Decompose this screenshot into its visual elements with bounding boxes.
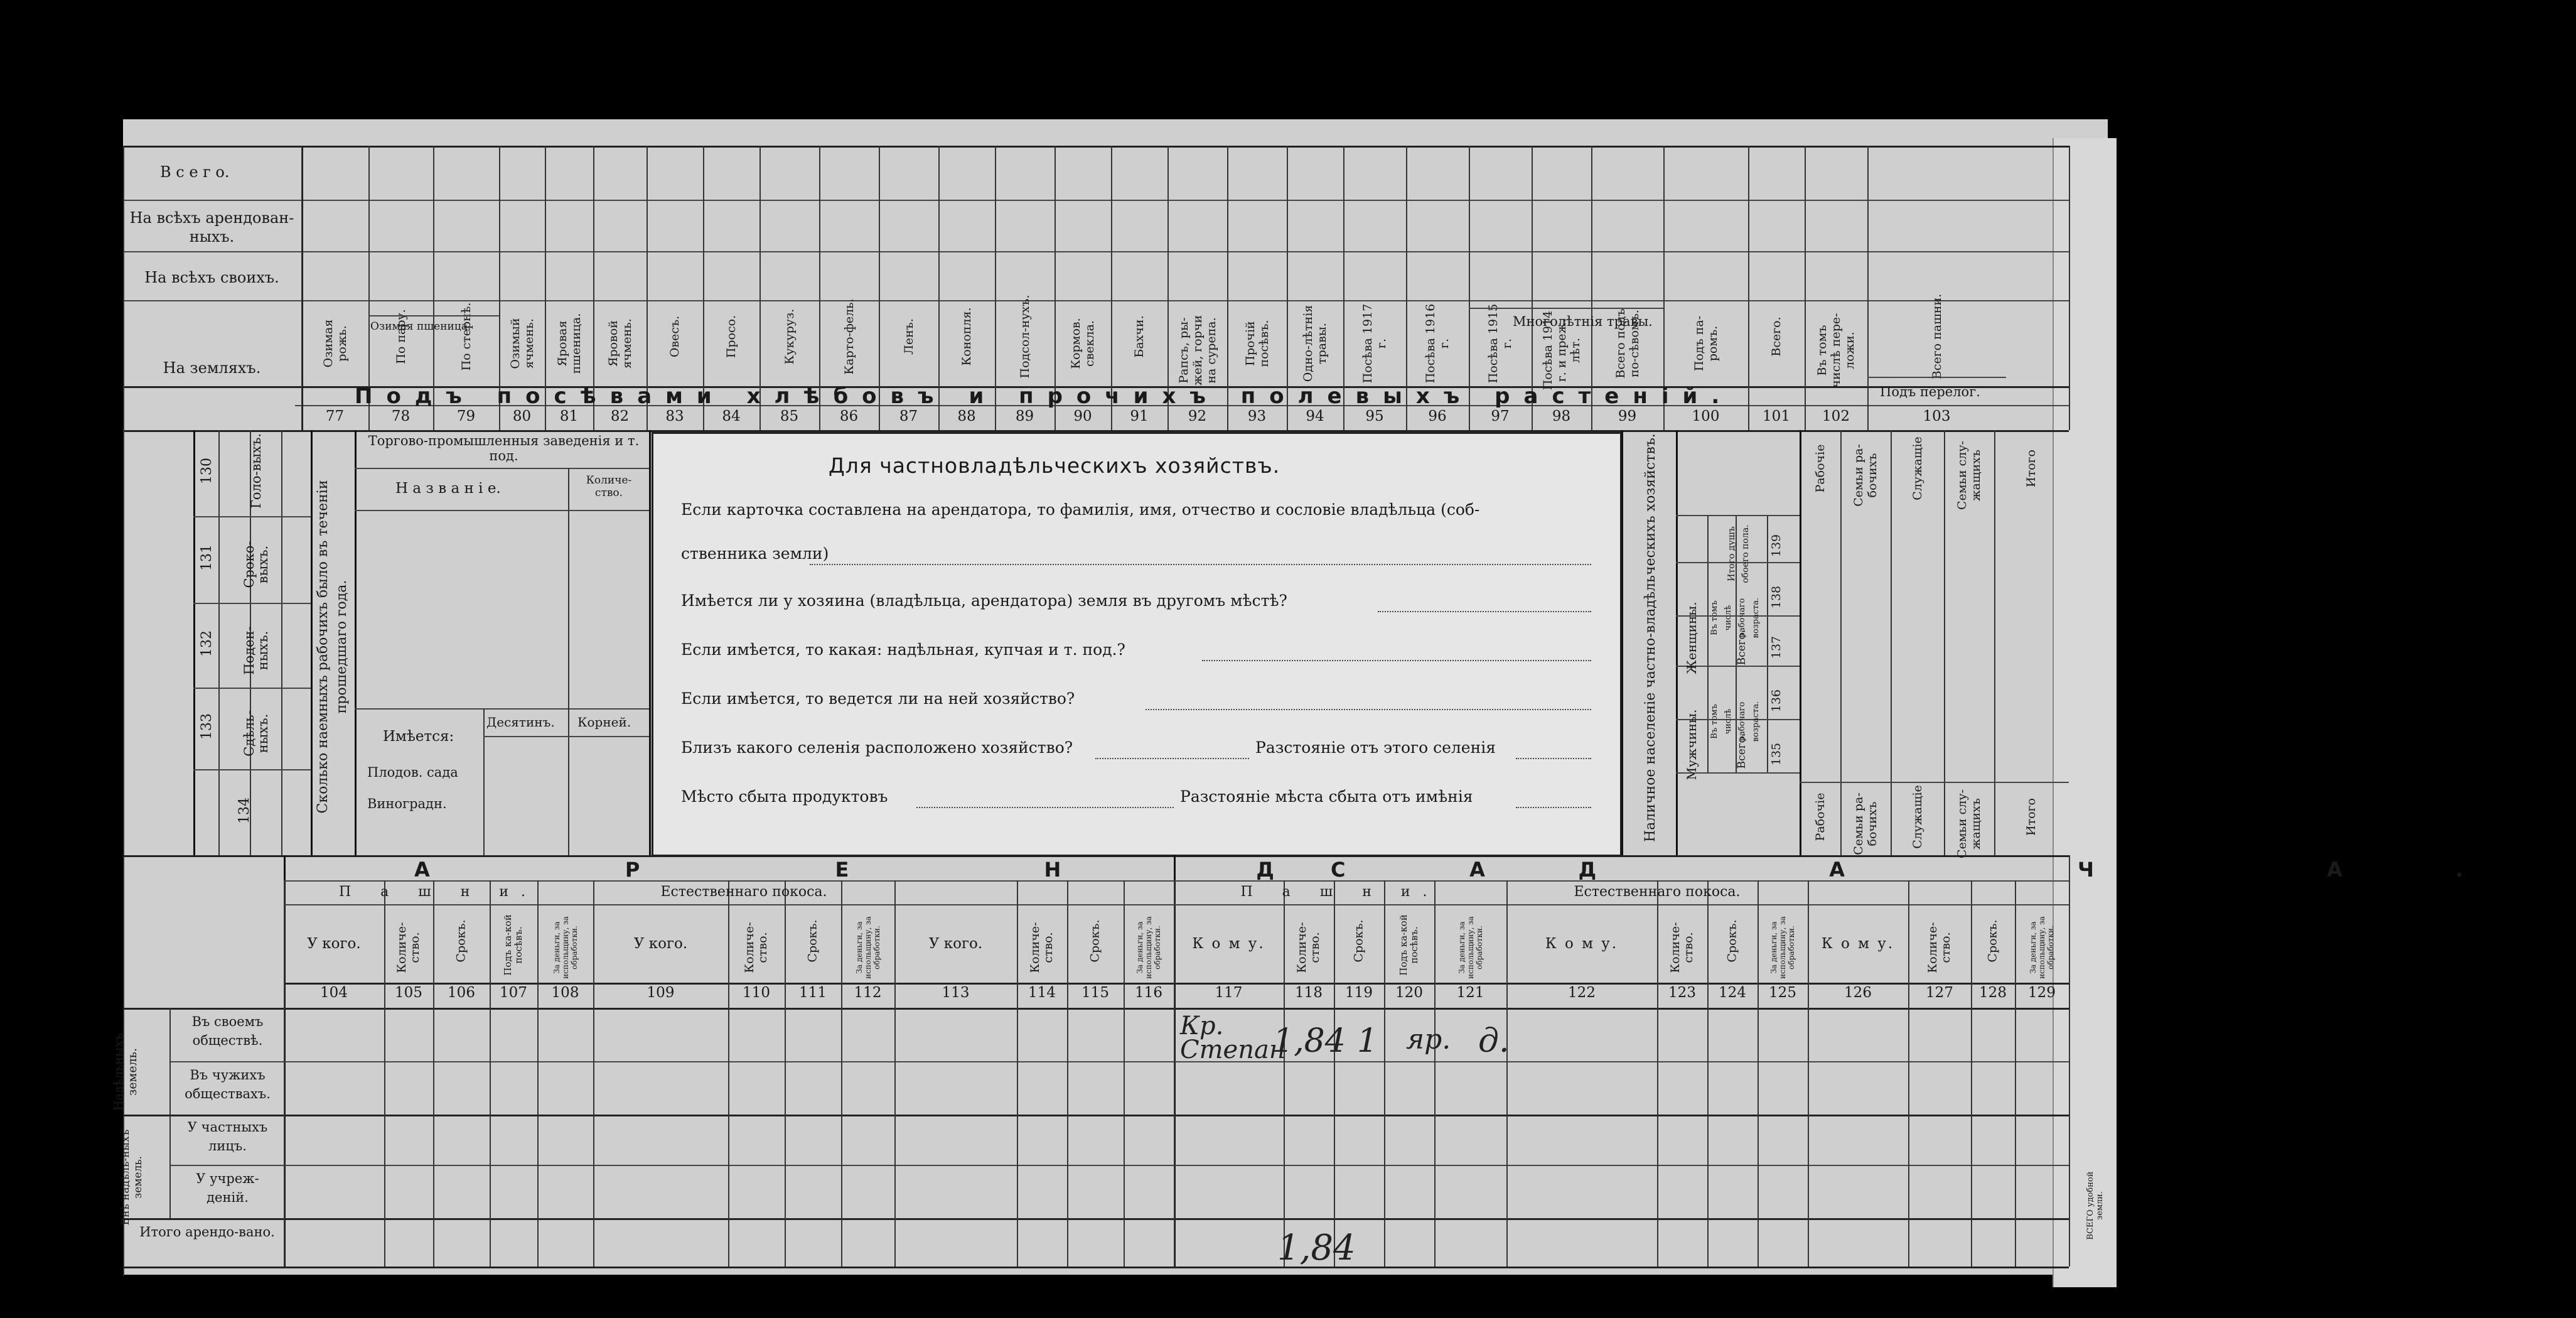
desyatin-header: Десятинъ. [486,715,555,730]
col-num-83: 83 [665,408,684,424]
lease-col-line [785,880,786,1267]
lease-col-num-113: 113 [942,985,970,1001]
lease-srok: Срокъ. [1088,919,1102,963]
top-col-80: Озимый ячмень. [508,318,536,369]
lease-col-num-128: 128 [1979,985,2007,1001]
col-num-82: 82 [610,408,630,424]
pop-top-1: Семьи ра-бочихъ [1852,444,1879,507]
col-num-89: 89 [1015,408,1034,424]
lease-srok: Срокъ. [805,919,820,963]
lease-col-num-116: 116 [1135,985,1162,1001]
col-num-99: 99 [1618,408,1637,424]
lease-col-line [841,880,842,1267]
col-138: 138 [1769,585,1783,609]
lease-col-line [1971,880,1972,1267]
lease-pod: Подъ ка-кой посѣвъ. [1398,914,1420,976]
top-col-line [1805,146,1806,430]
lease-za: За деньги, за испольщину, за обработки. [1457,916,1484,979]
lease-u-kogo: У кого. [307,936,361,952]
lease-col-line [1067,880,1068,1267]
q-land-type: Если имѣется, то какая: надѣльная, купчая и т. под.? [681,640,1125,659]
vne-label: Внѣ надѣль-ныхъ земель. [119,1129,144,1226]
top-col-102: Въ томъ числѣ пере-ложи. [1815,313,1857,388]
lease-col-num-127: 127 [1926,985,1953,1001]
lease-col-line [1017,880,1018,1267]
col-num-77: 77 [325,408,345,424]
top-col-86: Карто-фель. [842,298,856,375]
col-num-101: 101 [1763,408,1790,424]
lease-za: За деньги, за испольщину, за обработки. [552,916,579,979]
col-135: 135 [1769,742,1783,766]
top-border [123,146,2069,148]
lease-komu: К о м у. [1545,936,1619,952]
top-col-89: Подсол-нухъ. [1017,294,1032,379]
lease-srok: Срокъ. [1985,919,2000,963]
q-other-land: Имѣется ли у хозяина (владѣльца, арендатора) земля въ другомъ мѣстѣ? [681,591,1287,610]
lease-col-line [490,880,491,1267]
lease-col-line [728,880,729,1267]
pop-top-3: Семьи слу-жащихъ [1955,441,1983,510]
lease-col-num-109: 109 [647,985,675,1001]
lease-za: За деньги, за испольщину, за обработки. [1769,916,1796,979]
hand-total: 1,84 [1277,1228,1356,1268]
top-col-77: Озимая рожь. [321,319,349,368]
lease-col-num-120: 120 [1395,985,1423,1001]
arenda-banner: А Р Е Н Д А. [414,858,1681,882]
lease-kol: Количе-ство. [743,922,770,973]
lease-col-line [537,880,539,1267]
lease-srok: Срокъ. [454,919,468,963]
perelog-label: Подъ перелог. [1880,384,1980,399]
lease-kol: Количе-ство. [395,922,422,973]
ozimaya-label: Озимая пшеница. [370,320,471,333]
hand-za: д. [1478,1022,1510,1060]
col-num-103: 103 [1923,408,1951,424]
hand-qty: 1,84 [1273,1022,1346,1060]
col-num-100: 100 [1692,408,1720,424]
col-num-81: 81 [559,408,579,424]
vsego-udobnoi: ВСЕГО удобной земли. [2086,1171,2105,1240]
lease-col-num-125: 125 [1769,985,1796,1001]
top-col-81: Яровая пшеница. [555,313,583,374]
hired-2: Поден-ныхъ. [242,626,271,675]
lease-col-num-122: 122 [1568,985,1596,1001]
lease-za: За деньги, за испольщину, за обработки. [854,916,881,979]
row-u-uchr: У учреж-деній. [196,1171,259,1205]
top-col-line [2069,146,2070,430]
lease-kol: Количе-ство. [1926,922,1953,973]
nalichnoe-label: Наличное населеніе частно-владѣльческихъ хозяйствъ. [1643,433,1658,842]
lease-col-num-126: 126 [1844,985,1872,1001]
group-pokos-1: Естественнаго покоса. [660,884,827,900]
muzh-label: Мужчины. [1684,709,1699,781]
perelog-rule [1867,377,2006,378]
top-col-79: По стернѣ. [459,302,473,371]
itogo-dush: Итого душъ обоего пола. [1727,524,1751,583]
col-num-93: 93 [1247,408,1267,424]
col-num-102: 102 [1822,408,1850,424]
col-num-98: 98 [1552,408,1571,424]
mnogolet-label: Многолѣтнія травы. [1513,314,1653,329]
lease-col-num-129: 129 [2028,985,2056,1001]
vinogr-label: Виноградн. [367,796,447,811]
trade-name-header: Н а з в а н і е. [395,480,501,497]
q-farming: Если имѣется, то ведется ли на ней хозяйство? [681,689,1075,708]
vsego-z: Всего. [1736,629,1748,666]
vsego-m: Всего. [1736,733,1748,769]
lease-col-line [1657,880,1658,1267]
row-svoih: На всѣхъ своихъ. [144,269,279,286]
lease-col-num-104: 104 [320,985,348,1001]
col-137: 137 [1769,635,1783,659]
q-market-distance: Разстояніе мѣста сбыта отъ имѣнія [1180,787,1473,806]
mnogolet-rule [1469,308,1663,309]
col-130: 130 [199,458,215,484]
top-col-101: Всего. [1769,316,1783,357]
col-num-96: 96 [1428,408,1447,424]
hand-pod: яр. [1406,1024,1451,1056]
workers-question: Сколько наемныхъ рабочихъ было въ теченіи прошедшаго года. [315,480,350,814]
top-col-97: Посѣва 1915 г. [1486,303,1514,384]
hired-3: Сдѣль-ныхъ. [242,710,271,757]
lease-col-line [1707,880,1709,1267]
lease-za: За деньги, за испольщину, за обработки. [1135,916,1162,979]
q-owner-line1: Если карточка составлена на арендатора, то фамилія, имя, отчество и сословіе владѣльца (соб- [681,500,1480,519]
lease-col-num-111: 111 [799,985,827,1001]
col-num-84: 84 [722,408,741,424]
lease-col-num-106: 106 [448,985,475,1001]
ozimaya-rule [368,315,499,316]
top-col-95: Посѣва 1917 г. [1361,303,1388,384]
plodov-label: Плодов. сада [367,765,458,780]
top-col-96: Посѣва 1916 г. [1424,303,1451,384]
top-col-98: Посѣва 1914 г. и преж. лѣт. [1540,310,1582,391]
lease-col-num-124: 124 [1719,985,1746,1001]
vtomch-m: Въ томъ числѣ рабочаго возраста. [1710,701,1761,742]
row-u-chast: У частныхъ лицъ. [187,1120,268,1153]
col-131: 131 [199,544,215,571]
hired-1: Сроко-выхъ. [242,541,271,588]
group-pashni-0: П а ш н и. [338,884,539,900]
top-col-line [1867,146,1869,430]
row-arend-2: ныхъ. [189,228,235,246]
q-owner-line2: ственника земли) [681,544,829,563]
lease-col-num-105: 105 [395,985,422,1001]
col-132: 132 [199,630,215,657]
pop-bottom-1: Семьи ра-бочихъ [1852,792,1879,855]
q-village-distance: Разстояніе отъ этого селенія [1255,738,1496,757]
imeetsya-label: Имѣется: [383,728,454,745]
pop-bottom-2: Служащіе [1911,785,1924,849]
lease-col-line [433,880,434,1267]
lease-col-num-119: 119 [1345,985,1373,1001]
col-num-80: 80 [512,408,532,424]
pop-bottom-0: Рабочіе [1813,792,1827,841]
col-num-86: 86 [839,408,859,424]
sdacha-banner: С Д А Ч А. [1331,858,2576,882]
nadel-label: Надѣльныхъ земель. [112,1032,139,1111]
lease-col-line [1284,880,1285,1267]
top-col-84: Просо. [724,315,738,359]
col-num-91: 91 [1130,408,1149,424]
top-col-88: Конопля. [960,307,974,366]
col-num-87: 87 [899,408,918,424]
pop-top-2: Служащіе [1911,436,1924,500]
row-arend-1: На всѣхъ арендован- [129,209,294,227]
lease-srok: Срокъ. [1725,919,1739,963]
lease-col-num-118: 118 [1295,985,1323,1001]
lease-col-line [2015,880,2016,1267]
lease-col-line [1434,880,1436,1267]
top-col-78: По пару. [394,309,408,364]
lease-komu: К о м у. [1192,936,1265,952]
top-col-line [1748,146,1749,430]
lease-u-kogo: У кого. [633,936,688,952]
q-market: Мѣсто сбыта продуктовъ [681,787,888,806]
pop-top-0: Рабочіе [1813,444,1827,493]
top-col-83: Овесъ. [668,315,682,358]
row-itogo-arend: Итого арендо-вано. [139,1224,275,1240]
col-136: 136 [1769,689,1783,713]
col-num-97: 97 [1491,408,1510,424]
top-col-90: Кормов. свекла. [1069,318,1097,369]
col-num-85: 85 [780,408,799,424]
korney-header: Корней. [577,715,631,730]
row-vsego: В с е г о. [160,163,230,181]
col-133: 133 [199,713,215,740]
group-pashni-2: П а ш н и. [1240,884,1440,900]
trade-qty-header: Количе-ство. [586,474,632,499]
hand-srok: 1 [1357,1022,1378,1060]
lease-col-num-114: 114 [1028,985,1056,1001]
lease-col-line [1124,880,1125,1267]
lease-pod: Подъ ка-кой посѣвъ. [502,914,524,976]
hand-name: Кр. Степан [1180,1012,1286,1064]
trade-title: Торгово-промышленныя заведенія и т. под. [368,433,640,463]
col-num-94: 94 [1306,408,1324,424]
lease-kol: Количе-ство. [1295,922,1322,973]
lease-col-num-121: 121 [1456,985,1484,1001]
pop-bottom-4: Итого [2024,798,2038,836]
col-num-90: 90 [1073,408,1092,424]
lease-u-kogo: У кого. [928,936,983,952]
lease-col-line [1384,880,1385,1267]
row-v-svoem: Въ своемъ обществѣ. [191,1014,264,1048]
lease-col-line [1908,880,1909,1267]
lease-za: За деньги, за испольщину, за обработки. [2029,916,2055,979]
col-134: 134 [237,797,252,824]
top-col-85: Кукуруз. [782,308,797,365]
top-col-100: Подъ па-ромъ. [1692,315,1720,372]
private-farms-title: Для частновладѣльческихъ хозяйствъ. [829,453,1280,478]
col-num-95: 95 [1365,408,1384,424]
lease-kol: Количе-ство. [1668,922,1695,973]
zhen-label: Женщины. [1684,602,1699,674]
top-col-99: Всего подъ по-сѣвомъ. [1613,308,1641,379]
pop-top-4: Итого [2024,450,2038,487]
col-num-88: 88 [957,408,976,424]
lease-srok: Срокъ. [1351,919,1366,963]
pop-bottom-3: Семьи слу-жащихъ [1955,789,1983,858]
top-col-line [301,146,303,430]
banner-posevy: Подъ посѣвами хлѣбовъ и прочихъ полевыхъ растеній. [355,384,1734,409]
group-pokos-3: Естественнаго покоса. [1574,884,1741,900]
top-col-82: Яровой ячмень. [606,318,634,369]
col-num-92: 92 [1188,408,1207,424]
lease-col-num-123: 123 [1668,985,1696,1001]
lease-col-num-112: 112 [854,985,882,1001]
q-village: Близъ какого селенія расположено хозяйство? [681,738,1073,757]
col-num-79: 79 [456,408,476,424]
lease-col-num-117: 117 [1215,985,1243,1001]
col-num-78: 78 [391,408,411,424]
row-v-chuzh: Въ чужихъ обществахъ. [185,1067,271,1101]
top-col-94: Одно-лѣтнія травы. [1301,305,1329,382]
top-col-92: Рапсъ, ры-жей, горчи на сурепа. [1176,315,1218,386]
vtomch-z: Въ томъ числѣ рабочаго возраста. [1710,597,1761,639]
hired-0: Голо-выхъ. [249,433,264,509]
lease-col-num-110: 110 [743,985,770,1001]
lease-col-num-107: 107 [500,985,527,1001]
lease-col-line [1334,880,1335,1267]
lease-kol: Количе-ство. [1028,922,1055,973]
lease-col-line [384,880,385,1267]
row-zemlyah: На земляхъ. [163,359,261,377]
lease-komu: К о м у. [1821,936,1895,952]
col-139: 139 [1769,534,1783,558]
top-col-87: Ленъ. [901,318,916,355]
top-col-103: Всего пашни. [1929,293,1944,380]
lease-col-num-115: 115 [1081,985,1109,1001]
lease-col-line [2069,855,2070,1267]
top-col-91: Бахчи. [1132,315,1146,358]
lease-col-line [1758,880,1759,1267]
top-col-93: Прочій посѣвъ. [1243,320,1271,367]
lease-col-num-108: 108 [551,985,579,1001]
